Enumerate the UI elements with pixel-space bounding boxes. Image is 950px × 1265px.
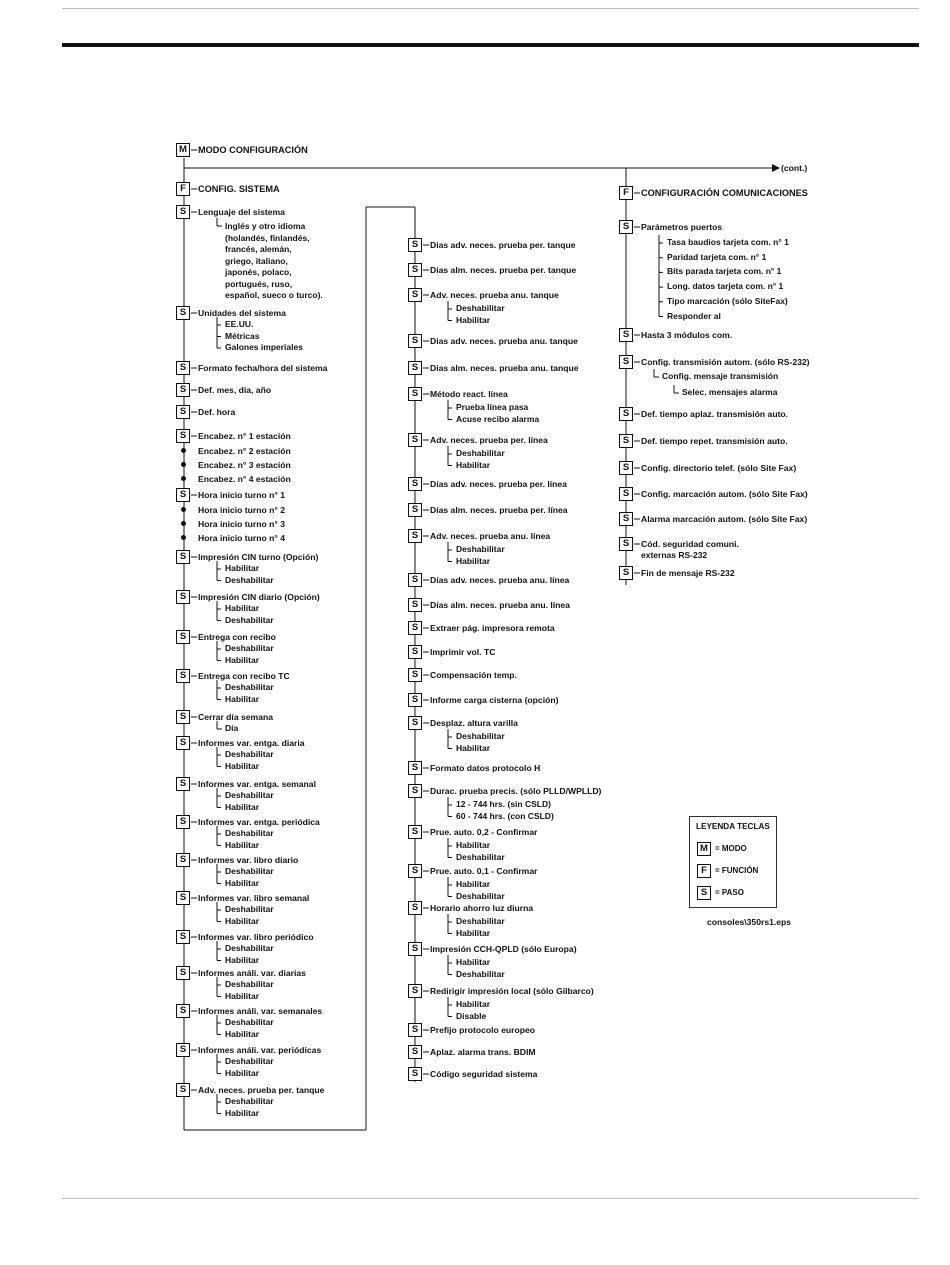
step-label: Dias adv. neces. prueba per. tanque	[430, 240, 576, 250]
step-key-icon: S	[176, 930, 190, 944]
bullet-icon	[181, 507, 186, 512]
option-label: Deshabilitar	[456, 968, 505, 979]
option-label: Habilitar	[456, 840, 491, 850]
cont-label: (cont.)	[781, 163, 808, 173]
step-label: Informes análi. var. semanales	[198, 1006, 323, 1016]
step-key-icon: S	[176, 306, 190, 320]
option-label: Habilitar	[225, 915, 260, 926]
step-key-icon: S	[408, 529, 422, 543]
step-label: Def. tiempo aplaz. transmisión auto.	[641, 409, 789, 419]
legend-label-step: = PASO	[715, 888, 744, 897]
option-label: Deshabilitar	[225, 943, 274, 953]
option-label: Habilitar	[225, 877, 260, 888]
step-label: Encabez. n° 1 estación	[198, 431, 291, 441]
step-label: Impresión CIN diario (Opción)	[198, 592, 320, 602]
step-label: Adv. neces. prueba anu. tanque	[430, 290, 559, 300]
step-label: Imprimir vol. TC	[430, 647, 496, 657]
step-label: Def. hora	[198, 407, 236, 417]
step-label: Adv. neces. prueba per. tanque	[198, 1085, 325, 1095]
step-key-icon: S	[697, 886, 711, 900]
step-label: Hora inicio turno n° 4	[198, 533, 285, 543]
step-label: Días alm. neces. prueba anu. línea	[430, 600, 570, 610]
legend-label-function: = FUNCIÓN	[715, 866, 759, 875]
step-label: Informes var. libro periódico	[198, 932, 314, 942]
option-label: Habilitar	[225, 1107, 260, 1118]
step-key-icon: S	[176, 815, 190, 829]
step-key-icon: S	[619, 537, 633, 551]
option-label: japonés, polaco,	[225, 267, 292, 277]
step-key-icon: S	[176, 1083, 190, 1097]
step-key-icon: S	[176, 405, 190, 419]
step-label: Hora inicio turno n° 2	[198, 505, 285, 515]
step-label: Método react. línea	[430, 389, 508, 399]
step-label: Informes análi. var. diarias	[198, 968, 306, 978]
step-label: Impresión CCH-QPLD (sólo Europa)	[430, 944, 577, 954]
step-key-icon: S	[619, 220, 633, 234]
option-label: Deshabilitar	[456, 916, 505, 926]
option-label: Deshabilitar	[456, 851, 505, 862]
step-key-icon: S	[176, 777, 190, 791]
arrow-right-icon	[772, 164, 780, 172]
bullet-icon	[181, 535, 186, 540]
option-label: Prueba línea pasa	[456, 402, 529, 412]
step-label: Formato datos protocolo H	[430, 763, 541, 773]
step-key-icon: S	[176, 383, 190, 397]
step-key-icon: S	[619, 461, 633, 475]
step-key-icon: S	[176, 1004, 190, 1018]
step-key-icon: S	[408, 573, 422, 587]
option-label: Paridad tarjeta com. n° 1	[667, 251, 767, 262]
option-label: Deshabilitar	[225, 1017, 274, 1027]
step-key-icon: S	[408, 984, 422, 998]
step-key-icon: S	[408, 1023, 422, 1037]
step-key-icon: S	[176, 710, 190, 724]
option-label: Habilitar	[225, 603, 260, 613]
option-label: Bits parada tarjeta com. n° 1	[667, 266, 782, 277]
option-label: Deshabilitar	[225, 828, 274, 838]
step-label: MODO CONFIGURACIÓN	[198, 145, 308, 155]
step-label: Horario ahorro luz diurna	[430, 903, 534, 913]
option-label: Habilitar	[225, 693, 260, 704]
option-label: Deshabilitar	[225, 904, 274, 914]
step-label: Días adv. neces. prueba per. línea	[430, 479, 567, 489]
step-label: Prefijo protocolo europeo	[430, 1025, 536, 1035]
step-label: Fin de mensaje RS-232	[641, 568, 735, 578]
step-key-icon: S	[619, 566, 633, 580]
step-key-icon: S	[408, 334, 422, 348]
step-label: Cód. seguridad comuni.	[641, 539, 739, 549]
step-key-icon: S	[176, 853, 190, 867]
step-key-icon: S	[176, 205, 190, 219]
step-key-icon: S	[176, 361, 190, 375]
step-label: Prue. auto. 0,1 - Confirmar	[430, 866, 538, 876]
step-key-icon: S	[619, 512, 633, 526]
option-label: Habilitar	[456, 999, 491, 1009]
step-label: Días adv. neces. prueba anu. línea	[430, 575, 570, 585]
step-key-icon: S	[176, 736, 190, 750]
step-label: Adv. neces. prueba per. línea	[430, 435, 548, 445]
step-label: Dias adv. neces. prueba anu. tanque	[430, 336, 578, 346]
step-label: Informes var. entga. semanal	[198, 779, 316, 789]
step-label: Adv. neces. prueba anu. línea	[430, 531, 551, 541]
option-label: Tipo marcación (sólo SiteFax)	[667, 295, 788, 306]
option-label: Habilitar	[225, 760, 260, 771]
step-key-icon: S	[408, 901, 422, 915]
option-label: Habilitar	[225, 1028, 260, 1039]
option-label: Deshabilitar	[225, 643, 274, 653]
option-label: francés, alemán,	[225, 244, 292, 254]
step-label: Durac. prueba precis. (sólo PLLD/WPLLD)	[430, 786, 602, 796]
option-label: Habilitar	[456, 927, 491, 938]
mode-key-icon: M	[697, 842, 711, 856]
option-label: Selec. mensajes alarma	[682, 387, 778, 397]
step-label: Def. mes, día, año	[198, 385, 272, 395]
option-label: Deshabilitar	[225, 614, 274, 625]
option-label: externas RS-232	[641, 550, 708, 560]
step-key-icon: S	[408, 598, 422, 612]
option-label: Habilitar	[225, 839, 260, 850]
step-key-icon: S	[408, 288, 422, 302]
step-key-icon: S	[408, 477, 422, 491]
step-label: Días alm. neces. prueba per. línea	[430, 505, 568, 515]
step-key-icon: S	[408, 864, 422, 878]
option-label: Deshabilitar	[225, 749, 274, 759]
step-label: Redirigir impresión local (sólo Gilbarco)	[430, 986, 594, 996]
step-key-icon: S	[408, 621, 422, 635]
option-label: 12 - 744 hrs. (sin CSLD)	[456, 799, 551, 809]
step-label: Informes var. libro semanal	[198, 893, 310, 903]
option-label: Habilitar	[225, 990, 260, 1001]
step-label: Entrega con recibo TC	[198, 671, 290, 681]
step-key-icon: S	[408, 387, 422, 401]
step-label: Informes análi. var. periódicas	[198, 1045, 322, 1055]
step-label: CONFIG. SISTEMA	[198, 184, 280, 194]
step-key-icon: S	[176, 1043, 190, 1057]
option-label: portugués, ruso,	[225, 278, 293, 289]
legend-title: LEYENDA TECLAS	[696, 822, 770, 831]
bullet-icon	[181, 521, 186, 526]
step-key-icon: S	[408, 716, 422, 730]
step-key-icon: S	[176, 550, 190, 564]
option-label: EE.UU.	[225, 319, 254, 329]
option-label: Deshabilitar	[225, 1096, 274, 1106]
option-label: Habilitar	[456, 742, 491, 753]
step-label: Entrega con recibo	[198, 632, 276, 642]
option-label: 60 - 744 hrs. (con CSLD)	[456, 810, 554, 821]
step-key-icon: S	[408, 693, 422, 707]
step-label: Código seguridad sistema	[430, 1069, 538, 1079]
step-key-icon: S	[619, 407, 633, 421]
step-key-icon: S	[176, 488, 190, 502]
option-label: Deshabilitar	[456, 544, 505, 554]
step-key-icon: S	[408, 503, 422, 517]
function-key-icon: F	[619, 186, 633, 200]
step-label: Config. transmisión autom. (sólo RS-232)	[641, 357, 810, 367]
option-label: Responder al	[667, 310, 721, 321]
option-label: Acuse recibo alarma	[456, 413, 540, 424]
function-key-icon: F	[697, 864, 711, 878]
bullet-icon	[181, 462, 186, 467]
step-label: Informe carga cisterna (opción)	[430, 695, 559, 705]
mode-key-icon: M	[176, 143, 190, 157]
option-label: Deshabilitar	[225, 866, 274, 876]
bullet-icon	[181, 448, 186, 453]
option-label: Día	[225, 723, 239, 733]
step-label: Hora inicio turno n° 1	[198, 490, 285, 500]
step-key-icon: S	[176, 669, 190, 683]
step-key-icon: S	[619, 328, 633, 342]
option-label: Deshabilitar	[456, 731, 505, 741]
step-label: Unidades del sistema	[198, 308, 286, 318]
step-key-icon: S	[176, 891, 190, 905]
option-label: Deshabilitar	[225, 682, 274, 692]
step-label: Parámetros puertos	[641, 222, 723, 232]
step-label: Formato fecha/hora del sistema	[198, 363, 328, 373]
option-label: Habilitar	[456, 879, 491, 889]
option-label: Deshabilitar	[456, 448, 505, 458]
step-key-icon: S	[408, 361, 422, 375]
option-label: Inglés y otro idioma	[225, 221, 306, 231]
option-label: Deshabilitar	[225, 1056, 274, 1066]
step-key-icon: S	[619, 434, 633, 448]
step-label: Alarma marcación autom. (sólo Site Fax)	[641, 514, 808, 524]
step-label: CONFIGURACIÓN COMUNICACIONES	[641, 188, 808, 198]
step-key-icon: S	[619, 487, 633, 501]
step-key-icon: S	[408, 761, 422, 775]
key-legend	[689, 816, 777, 908]
option-label: español, sueco o turco).	[225, 290, 323, 300]
bullet-icon	[181, 476, 186, 481]
option-label: Habilitar	[225, 654, 260, 665]
option-label: griego, italiano,	[225, 255, 288, 266]
step-key-icon: S	[408, 1067, 422, 1081]
option-label: Habilitar	[456, 555, 491, 566]
step-key-icon: S	[619, 355, 633, 369]
option-label: Deshabilitar	[225, 574, 274, 585]
option-label: Deshabilitar	[456, 303, 505, 313]
function-key-icon: F	[176, 182, 190, 196]
step-label: Impresión CIN turno (Opción)	[198, 552, 319, 562]
step-label: Compensación temp.	[430, 670, 517, 680]
step-key-icon: S	[408, 433, 422, 447]
step-key-icon: S	[408, 1045, 422, 1059]
option-label: Disable	[456, 1010, 487, 1021]
option-label: Tasa baudios tarjeta com. n° 1	[667, 237, 789, 247]
step-key-icon: S	[408, 645, 422, 659]
option-label: Habilitar	[456, 957, 491, 967]
step-label: Informes var. libro diario	[198, 855, 299, 865]
step-label: Hora inicio turno n° 3	[198, 519, 285, 529]
step-key-icon: S	[408, 263, 422, 277]
option-label: Habilitar	[225, 1067, 260, 1078]
option-label: Habilitar	[225, 801, 260, 812]
step-label: Aplaz. alarma trans. BDIM	[430, 1047, 536, 1057]
step-key-icon: S	[408, 825, 422, 839]
option-label: Habilitar	[456, 459, 491, 470]
step-label: Encabez. n° 4 estación	[198, 474, 291, 484]
step-key-icon: S	[176, 590, 190, 604]
step-key-icon: S	[408, 668, 422, 682]
step-label: Extraer pág. impresora remota	[430, 623, 555, 633]
option-label: Habilitar	[456, 314, 491, 325]
step-key-icon: S	[408, 942, 422, 956]
option-label: Long. datos tarjeta com. n° 1	[667, 281, 784, 292]
step-label: Desplaz. altura varilla	[430, 718, 518, 728]
step-key-icon: S	[176, 429, 190, 443]
step-key-icon: S	[408, 238, 422, 252]
step-label: Informes var. entga. periódica	[198, 817, 320, 827]
step-label: Encabez. n° 3 estación	[198, 460, 291, 470]
step-label: Config. marcación autom. (sólo Site Fax)	[641, 489, 808, 499]
step-key-icon: S	[176, 630, 190, 644]
option-label: Métricas	[225, 330, 260, 341]
step-label: Def. tiempo repet. transmisión auto.	[641, 436, 788, 446]
legend-label-mode: = MODO	[715, 844, 747, 853]
option-label: (holandés, finlandés,	[225, 232, 310, 243]
option-label: Deshabilitar	[456, 890, 505, 901]
step-key-icon: S	[176, 966, 190, 980]
option-label: Deshabilitar	[225, 979, 274, 989]
option-label: Galones imperiales	[225, 342, 303, 352]
step-label: Dias alm. neces. prueba per. tanque	[430, 265, 577, 275]
step-label: Lenguaje del sistema	[198, 207, 285, 217]
option-label: Habilitar	[225, 563, 260, 573]
option-label: Config. mensaje transmisión	[662, 371, 779, 381]
step-label: Config. directorio telef. (sólo Site Fax)	[641, 463, 797, 473]
step-key-icon: S	[408, 784, 422, 798]
file-caption: consoles\350rs1.eps	[707, 917, 792, 927]
step-label: Dias alm. neces. prueba anu. tanque	[430, 363, 579, 373]
step-label: Cerrar día semana	[198, 712, 273, 722]
option-label: Deshabilitar	[225, 790, 274, 800]
step-label: Prue. auto. 0,2 - Confirmar	[430, 827, 538, 837]
step-label: Hasta 3 módulos com.	[641, 330, 733, 340]
step-label: Informes var. entga. diaria	[198, 738, 305, 748]
option-label: Habilitar	[225, 954, 260, 965]
step-label: Encabez. n° 2 estación	[198, 446, 291, 456]
